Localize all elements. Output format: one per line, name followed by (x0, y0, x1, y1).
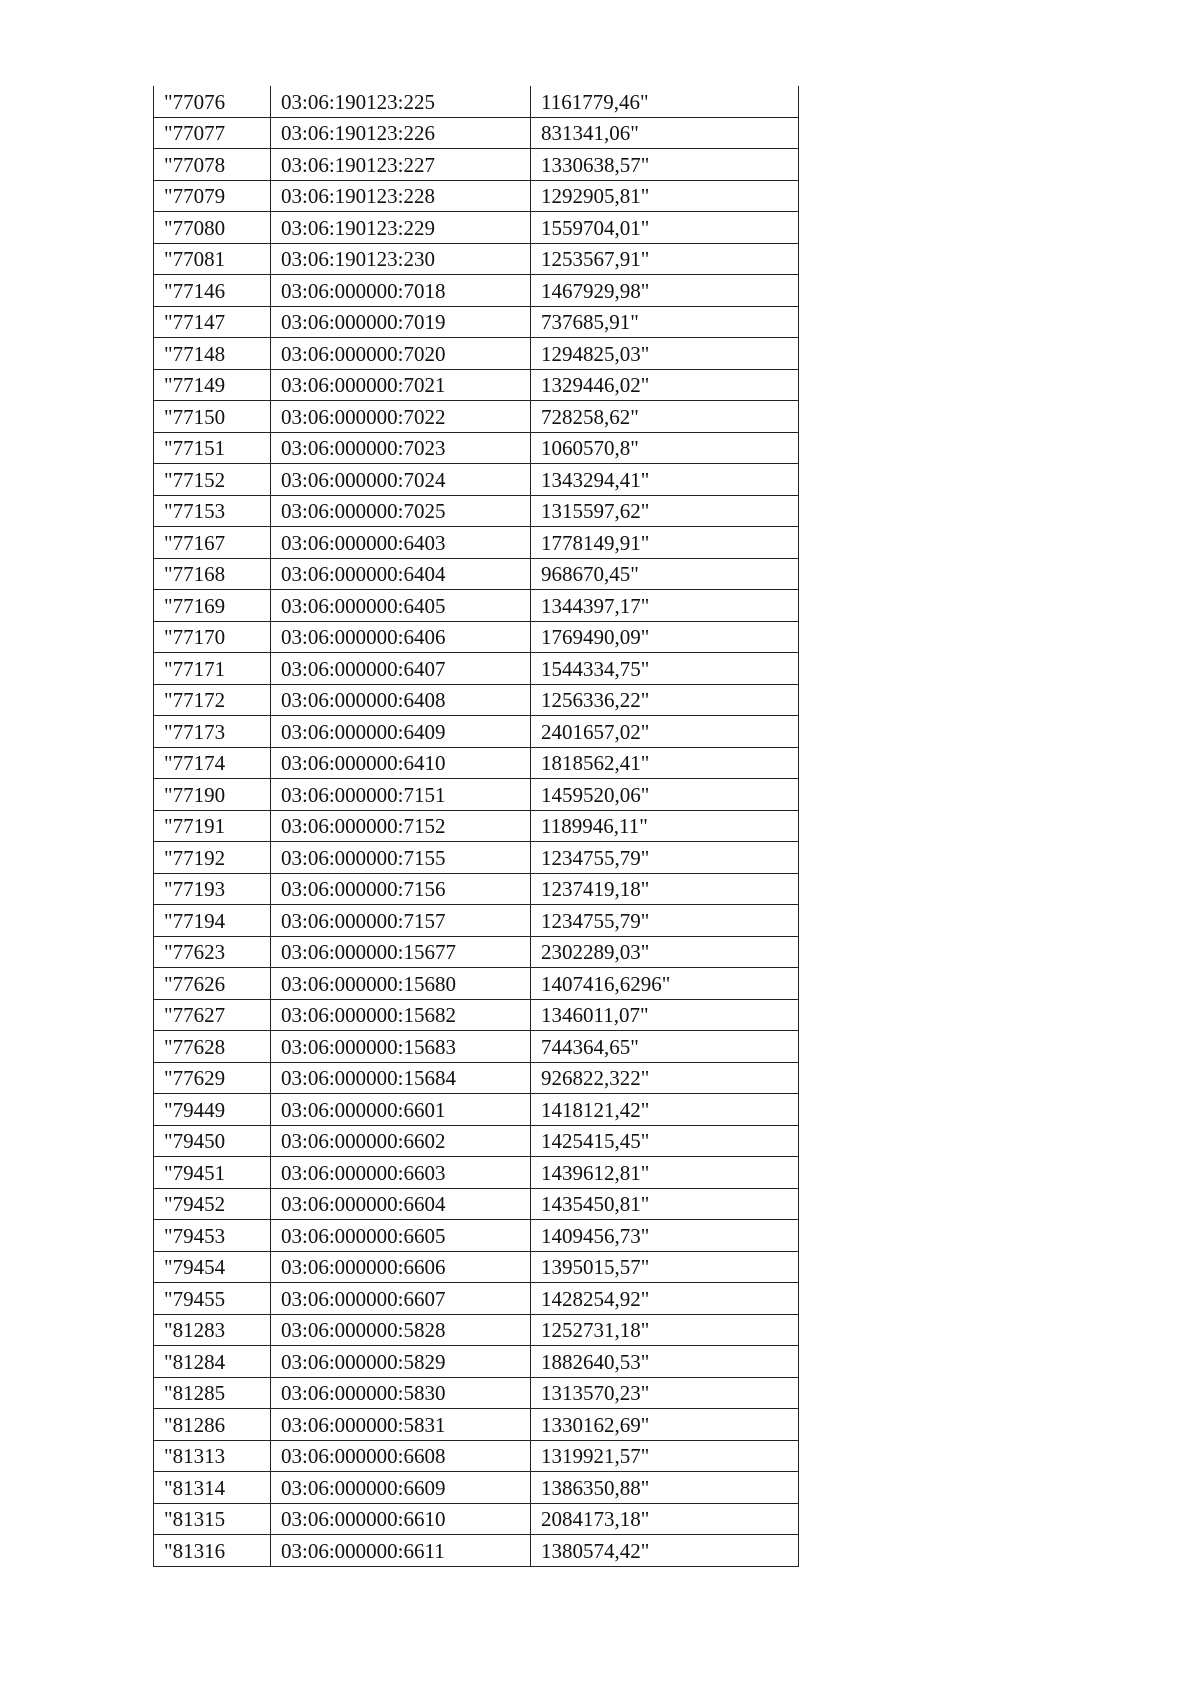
cadastral-number-cell: 03:06:000000:5829 (271, 1346, 531, 1378)
cadastral-value-cell: 1329446,02" (531, 369, 799, 401)
row-number-cell: "81283 (154, 1314, 271, 1346)
cadastral-number-cell: 03:06:000000:7020 (271, 338, 531, 370)
cadastral-value-cell: 1425415,45" (531, 1125, 799, 1157)
cadastral-number-cell: 03:06:000000:15684 (271, 1062, 531, 1094)
row-number-cell: "79455 (154, 1283, 271, 1315)
table-row (154, 1503, 799, 1535)
cadastral-number-cell: 03:06:000000:7018 (271, 275, 531, 307)
cadastral-value-cell: 1161779,46" (531, 86, 799, 117)
row-number-cell: "81284 (154, 1346, 271, 1378)
table-row (154, 1251, 799, 1283)
row-number-cell: "77080 (154, 212, 271, 244)
table-row (154, 1157, 799, 1189)
row-number-cell: "77191 (154, 810, 271, 842)
table-row (154, 747, 799, 779)
table-row (154, 779, 799, 811)
row-number-cell: "77194 (154, 905, 271, 937)
cadastral-value-cell: 1313570,23" (531, 1377, 799, 1409)
cadastral-number-cell: 03:06:190123:227 (271, 149, 531, 181)
table-row (154, 495, 799, 527)
cadastral-value-cell: 1256336,22" (531, 684, 799, 716)
cadastral-number-cell: 03:06:000000:6607 (271, 1283, 531, 1315)
cadastral-number-cell: 03:06:000000:5828 (271, 1314, 531, 1346)
row-number-cell: "77149 (154, 369, 271, 401)
row-number-cell: "77193 (154, 873, 271, 905)
cadastral-value-cell: 1234755,79" (531, 842, 799, 874)
cadastral-number-cell: 03:06:190123:225 (271, 86, 531, 117)
cadastral-value-cell: 1319921,57" (531, 1440, 799, 1472)
table-row (154, 432, 799, 464)
row-number-cell: "77170 (154, 621, 271, 653)
row-number-cell: "77078 (154, 149, 271, 181)
cadastral-value-cell: 1292905,81" (531, 180, 799, 212)
table-row (154, 306, 799, 338)
cadastral-value-cell: 1769490,09" (531, 621, 799, 653)
table-row (154, 338, 799, 370)
cadastral-value-table (153, 86, 799, 1567)
table-row (154, 1377, 799, 1409)
table-row (154, 810, 799, 842)
row-number-cell: "77168 (154, 558, 271, 590)
cadastral-number-cell: 03:06:000000:6605 (271, 1220, 531, 1252)
cadastral-number-cell: 03:06:000000:6602 (271, 1125, 531, 1157)
table-row (154, 1188, 799, 1220)
cadastral-number-cell: 03:06:000000:7157 (271, 905, 531, 937)
cadastral-value-cell: 2302289,03" (531, 936, 799, 968)
cadastral-number-cell: 03:06:000000:6409 (271, 716, 531, 748)
cadastral-value-cell: 728258,62" (531, 401, 799, 433)
row-number-cell: "77151 (154, 432, 271, 464)
cadastral-value-cell: 1294825,03" (531, 338, 799, 370)
cadastral-number-cell: 03:06:000000:7151 (271, 779, 531, 811)
table-row (154, 1283, 799, 1315)
table-row (154, 369, 799, 401)
cadastral-number-cell: 03:06:000000:15677 (271, 936, 531, 968)
table-row (154, 464, 799, 496)
cadastral-number-cell: 03:06:000000:6609 (271, 1472, 531, 1504)
table-row (154, 1220, 799, 1252)
row-number-cell: "77153 (154, 495, 271, 527)
cadastral-value-cell: 1343294,41" (531, 464, 799, 496)
cadastral-number-cell: 03:06:000000:7155 (271, 842, 531, 874)
cadastral-value-cell: 1559704,01" (531, 212, 799, 244)
row-number-cell: "77171 (154, 653, 271, 685)
document-page (153, 86, 798, 1567)
cadastral-number-cell: 03:06:000000:6410 (271, 747, 531, 779)
cadastral-value-cell: 1253567,91" (531, 243, 799, 275)
table-row (154, 212, 799, 244)
row-number-cell: "79451 (154, 1157, 271, 1189)
row-number-cell: "77192 (154, 842, 271, 874)
cadastral-value-cell: 1315597,62" (531, 495, 799, 527)
row-number-cell: "77150 (154, 401, 271, 433)
table-row (154, 86, 799, 117)
cadastral-number-cell: 03:06:000000:15682 (271, 999, 531, 1031)
table-row (154, 1440, 799, 1472)
row-number-cell: "79450 (154, 1125, 271, 1157)
table-row (154, 1062, 799, 1094)
cadastral-number-cell: 03:06:190123:230 (271, 243, 531, 275)
row-number-cell: "77147 (154, 306, 271, 338)
table-row (154, 1472, 799, 1504)
cadastral-value-cell: 968670,45" (531, 558, 799, 590)
table-row (154, 905, 799, 937)
cadastral-value-cell: 1252731,18" (531, 1314, 799, 1346)
cadastral-number-cell: 03:06:000000:6606 (271, 1251, 531, 1283)
cadastral-number-cell: 03:06:000000:5831 (271, 1409, 531, 1441)
table-row (154, 968, 799, 1000)
cadastral-number-cell: 03:06:000000:15680 (271, 968, 531, 1000)
cadastral-number-cell: 03:06:190123:228 (271, 180, 531, 212)
row-number-cell: "77077 (154, 117, 271, 149)
cadastral-number-cell: 03:06:000000:6610 (271, 1503, 531, 1535)
cadastral-number-cell: 03:06:000000:6406 (271, 621, 531, 653)
row-number-cell: "77628 (154, 1031, 271, 1063)
cadastral-value-cell: 2401657,02" (531, 716, 799, 748)
row-number-cell: "77079 (154, 180, 271, 212)
cadastral-value-cell: 1467929,98" (531, 275, 799, 307)
row-number-cell: "77169 (154, 590, 271, 622)
cadastral-value-cell: 1544334,75" (531, 653, 799, 685)
table-row (154, 149, 799, 181)
cadastral-number-cell: 03:06:000000:6604 (271, 1188, 531, 1220)
cadastral-value-cell: 2084173,18" (531, 1503, 799, 1535)
cadastral-number-cell: 03:06:000000:6407 (271, 653, 531, 685)
row-number-cell: "77626 (154, 968, 271, 1000)
cadastral-number-cell: 03:06:000000:15683 (271, 1031, 531, 1063)
table-row (154, 401, 799, 433)
cadastral-number-cell: 03:06:000000:7024 (271, 464, 531, 496)
cadastral-value-cell: 1344397,17" (531, 590, 799, 622)
row-number-cell: "79449 (154, 1094, 271, 1126)
table-row (154, 1409, 799, 1441)
table-row (154, 1094, 799, 1126)
cadastral-number-cell: 03:06:000000:6611 (271, 1535, 531, 1567)
table-body (154, 86, 799, 1566)
table-row (154, 1346, 799, 1378)
cadastral-value-cell: 1409456,73" (531, 1220, 799, 1252)
table-row (154, 1535, 799, 1567)
table-row (154, 590, 799, 622)
row-number-cell: "77190 (154, 779, 271, 811)
row-number-cell: "77173 (154, 716, 271, 748)
table-row (154, 1125, 799, 1157)
cadastral-number-cell: 03:06:000000:6601 (271, 1094, 531, 1126)
cadastral-value-cell: 1778149,91" (531, 527, 799, 559)
cadastral-value-cell: 1459520,06" (531, 779, 799, 811)
row-number-cell: "77172 (154, 684, 271, 716)
row-number-cell: "81314 (154, 1472, 271, 1504)
cadastral-value-cell: 744364,65" (531, 1031, 799, 1063)
table-row (154, 842, 799, 874)
cadastral-value-cell: 831341,06" (531, 117, 799, 149)
row-number-cell: "77076 (154, 86, 271, 117)
row-number-cell: "77081 (154, 243, 271, 275)
cadastral-value-cell: 1435450,81" (531, 1188, 799, 1220)
row-number-cell: "77146 (154, 275, 271, 307)
cadastral-number-cell: 03:06:000000:7025 (271, 495, 531, 527)
row-number-cell: "77152 (154, 464, 271, 496)
table-row (154, 684, 799, 716)
cadastral-number-cell: 03:06:000000:6403 (271, 527, 531, 559)
cadastral-value-cell: 1439612,81" (531, 1157, 799, 1189)
table-row (154, 653, 799, 685)
cadastral-value-cell: 1346011,07" (531, 999, 799, 1031)
cadastral-number-cell: 03:06:000000:5830 (271, 1377, 531, 1409)
cadastral-number-cell: 03:06:000000:6608 (271, 1440, 531, 1472)
table-row (154, 1031, 799, 1063)
cadastral-number-cell: 03:06:000000:6408 (271, 684, 531, 716)
table-row (154, 117, 799, 149)
cadastral-number-cell: 03:06:190123:226 (271, 117, 531, 149)
table-row (154, 1314, 799, 1346)
cadastral-number-cell: 03:06:000000:6404 (271, 558, 531, 590)
cadastral-value-cell: 926822,322" (531, 1062, 799, 1094)
cadastral-number-cell: 03:06:190123:229 (271, 212, 531, 244)
cadastral-number-cell: 03:06:000000:6603 (271, 1157, 531, 1189)
cadastral-number-cell: 03:06:000000:7023 (271, 432, 531, 464)
cadastral-value-cell: 1428254,92" (531, 1283, 799, 1315)
cadastral-number-cell: 03:06:000000:7152 (271, 810, 531, 842)
row-number-cell: "77174 (154, 747, 271, 779)
row-number-cell: "79452 (154, 1188, 271, 1220)
cadastral-number-cell: 03:06:000000:7021 (271, 369, 531, 401)
cadastral-value-cell: 1407416,6296" (531, 968, 799, 1000)
cadastral-value-cell: 1189946,11" (531, 810, 799, 842)
row-number-cell: "81315 (154, 1503, 271, 1535)
cadastral-value-cell: 1418121,42" (531, 1094, 799, 1126)
row-number-cell: "81316 (154, 1535, 271, 1567)
cadastral-value-cell: 737685,91" (531, 306, 799, 338)
row-number-cell: "79454 (154, 1251, 271, 1283)
cadastral-value-cell: 1330162,69" (531, 1409, 799, 1441)
row-number-cell: "77167 (154, 527, 271, 559)
row-number-cell: "81285 (154, 1377, 271, 1409)
cadastral-value-cell: 1060570,8" (531, 432, 799, 464)
cadastral-value-cell: 1237419,18" (531, 873, 799, 905)
cadastral-value-cell: 1380574,42" (531, 1535, 799, 1567)
row-number-cell: "77148 (154, 338, 271, 370)
cadastral-value-cell: 1330638,57" (531, 149, 799, 181)
row-number-cell: "79453 (154, 1220, 271, 1252)
table-row (154, 873, 799, 905)
table-row (154, 243, 799, 275)
table-row (154, 180, 799, 212)
row-number-cell: "77623 (154, 936, 271, 968)
row-number-cell: "77629 (154, 1062, 271, 1094)
cadastral-value-cell: 1386350,88" (531, 1472, 799, 1504)
table-row (154, 527, 799, 559)
cadastral-value-cell: 1395015,57" (531, 1251, 799, 1283)
table-row (154, 716, 799, 748)
cadastral-number-cell: 03:06:000000:7156 (271, 873, 531, 905)
cadastral-value-cell: 1882640,53" (531, 1346, 799, 1378)
row-number-cell: "81286 (154, 1409, 271, 1441)
table-row (154, 999, 799, 1031)
table-row (154, 275, 799, 307)
cadastral-number-cell: 03:06:000000:7019 (271, 306, 531, 338)
cadastral-value-cell: 1234755,79" (531, 905, 799, 937)
table-row (154, 936, 799, 968)
cadastral-value-cell: 1818562,41" (531, 747, 799, 779)
table-row (154, 558, 799, 590)
cadastral-number-cell: 03:06:000000:6405 (271, 590, 531, 622)
table-row (154, 621, 799, 653)
row-number-cell: "77627 (154, 999, 271, 1031)
row-number-cell: "81313 (154, 1440, 271, 1472)
cadastral-number-cell: 03:06:000000:7022 (271, 401, 531, 433)
